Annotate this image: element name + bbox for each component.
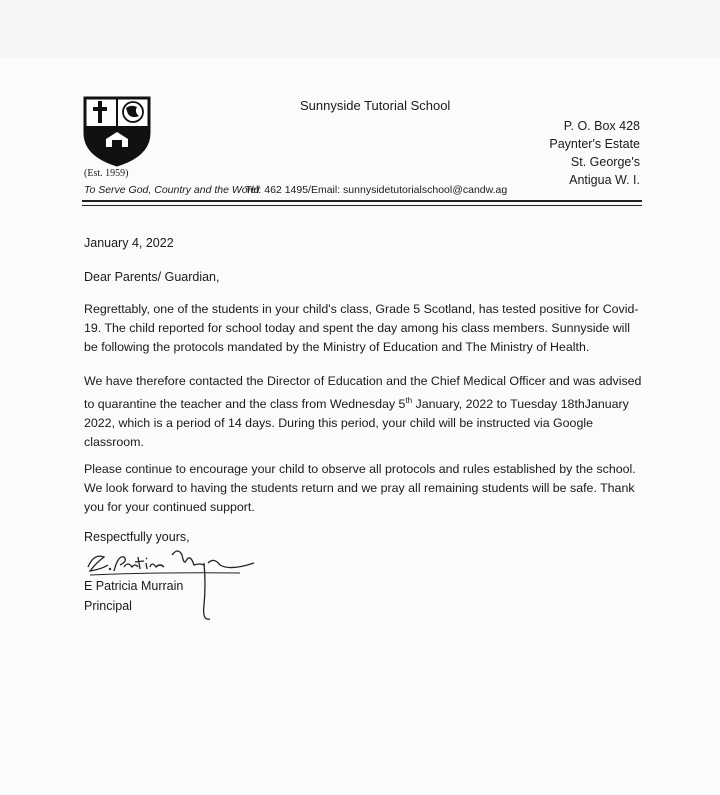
contact-line: Tel: 462 1495/Email: sunnysidetutorialschool@candw.ag bbox=[245, 184, 508, 196]
school-motto: To Serve God, Country and the World bbox=[84, 184, 260, 196]
letter-date: January 4, 2022 bbox=[84, 236, 174, 250]
address-line: P. O. Box 428 bbox=[563, 119, 640, 133]
school-address bbox=[549, 117, 640, 189]
address-line: St. George's bbox=[570, 155, 640, 169]
letterhead-divider bbox=[82, 200, 642, 202]
closing: Respectfully yours, bbox=[84, 530, 190, 544]
established-year: (Est. 1959) bbox=[84, 168, 129, 179]
paragraph bbox=[84, 372, 644, 452]
paragraph: Regrettably, one of the students in your child's class, Grade 5 Scotland, has tested positive for Covid-19. The child reported for school today and spent the day among his class members. Sunnyside will be following the protocols mandated by the Ministry of Education and The Ministry of Health. bbox=[84, 302, 639, 354]
paragraph-text: We have therefore contacted the Director of Education and the Chief Medical Officer and was advised to quarantine the teacher and the class from Wednesday 5 bbox=[84, 374, 642, 412]
address-line: Paynter's Estate bbox=[549, 137, 640, 151]
ordinal-suffix: th bbox=[405, 396, 413, 405]
salutation: Dear Parents/ Guardian, bbox=[84, 270, 220, 284]
paragraph: Please continue to encourage your child to observe all protocols and rules established by the school. We look forward to having the students return and we pray all remaining students will be safe. Thank you for your continued support. bbox=[84, 462, 636, 514]
school-name: Sunnyside Tutorial School bbox=[300, 98, 451, 113]
paragraph-text: January, 2022 to Tuesday 18thJanuary 2022, which is a period of 14 days. During this period, your child will be instructed via Google classroom. bbox=[84, 397, 629, 450]
school-crest-logo bbox=[82, 95, 152, 167]
letterhead-divider bbox=[82, 205, 642, 206]
address-line: Antigua W. I. bbox=[569, 173, 640, 187]
signer-title: Principal bbox=[84, 599, 132, 613]
photo-top-margin bbox=[0, 0, 720, 58]
signer-name: E Patricia Murrain bbox=[84, 579, 184, 593]
